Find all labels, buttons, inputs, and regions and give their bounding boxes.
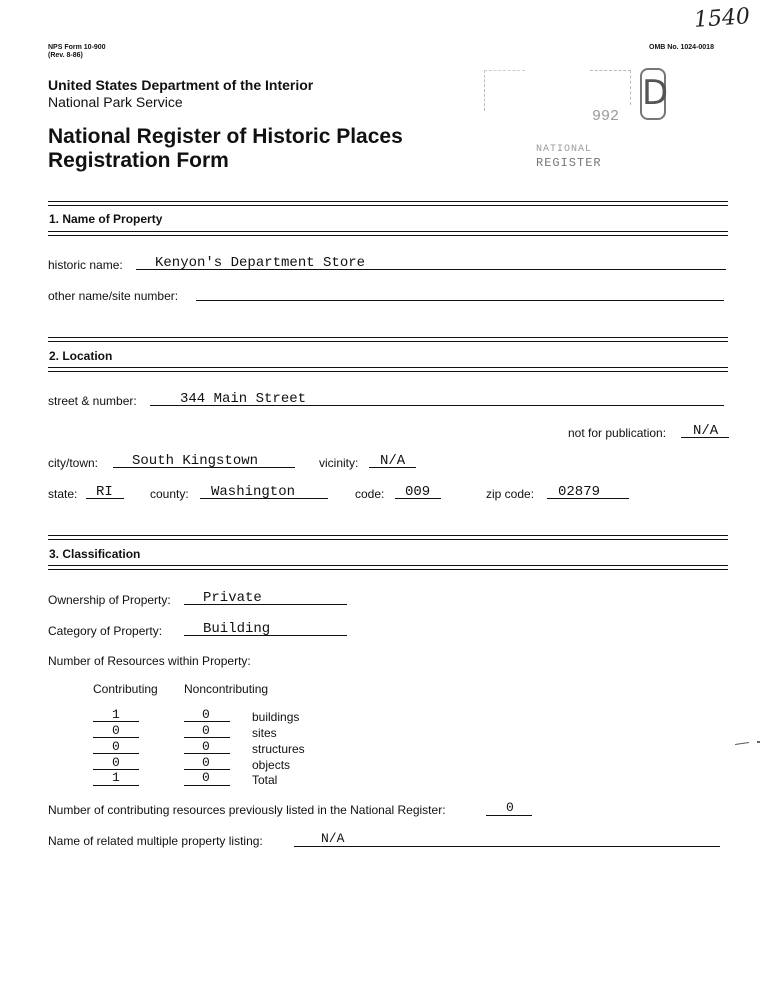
category-value[interactable]: Building [203, 621, 271, 637]
not-for-publication-underline [681, 437, 729, 438]
resource-contributing-underline [93, 737, 139, 738]
service-name: National Park Service [48, 94, 183, 110]
historic-name-underline [136, 269, 726, 270]
stamp-letter-box [640, 68, 669, 120]
street-underline [150, 405, 724, 406]
other-name-underline [196, 300, 724, 301]
omb-number: OMB No. 1024-0018 [649, 44, 714, 51]
section2-heading: 2. Location [49, 349, 113, 363]
resource-contributing[interactable]: 1 [112, 770, 120, 785]
city-value[interactable]: South Kingstown [132, 453, 259, 469]
category-label: Category of Property: [48, 624, 163, 638]
not-for-publication-value[interactable]: N/A [693, 423, 719, 439]
code-value[interactable]: 009 [405, 484, 431, 500]
section3-rule-bottom2 [48, 569, 728, 570]
resources-label: Number of Resources within Property: [48, 654, 251, 668]
received-stamp [478, 66, 668, 176]
scan-mark [735, 742, 749, 745]
resource-noncontributing-underline [184, 737, 230, 738]
department-name: United States Department of the Interior [48, 77, 314, 93]
multiple-listing-underline [294, 846, 720, 847]
resource-noncontributing[interactable]: 0 [202, 770, 210, 785]
state-underline [86, 498, 124, 499]
category-underline [184, 635, 347, 636]
section1-rule-bottom [48, 231, 728, 232]
historic-name-label: historic name: [48, 258, 123, 272]
ownership-label: Ownership of Property: [48, 593, 171, 607]
state-value[interactable]: RI [96, 484, 113, 500]
stamp-border-mid [590, 70, 631, 105]
form-number: NPS Form 10-900 [48, 44, 106, 51]
resource-type: sites [252, 726, 277, 740]
section3-rule-top [48, 535, 728, 536]
vicinity-underline [369, 467, 416, 468]
section2-rule-top [48, 337, 728, 338]
resource-type: objects [252, 758, 291, 772]
code-label: code: [355, 487, 385, 501]
state-label: state: [48, 487, 78, 501]
resource-noncontributing[interactable]: 0 [202, 707, 210, 722]
section1-rule-top [48, 201, 728, 202]
resource-contributing-underline [93, 753, 139, 754]
multiple-listing-label: Name of related multiple property listing: [48, 834, 263, 848]
vicinity-value[interactable]: N/A [380, 453, 406, 469]
ownership-underline [184, 604, 347, 605]
resource-noncontributing[interactable]: 0 [202, 723, 210, 738]
resource-type: structures [252, 742, 305, 756]
section1-rule-top2 [48, 205, 728, 206]
stamp-letter: D [642, 73, 669, 113]
stamp-border-left [484, 70, 525, 111]
street-value[interactable]: 344 Main Street [180, 391, 307, 407]
other-name-label: other name/site number: [48, 289, 179, 303]
ownership-value[interactable]: Private [203, 590, 262, 606]
form-title-line2: Registration Form [48, 149, 229, 172]
section3-heading: 3. Classification [49, 547, 141, 561]
resource-contributing-underline [93, 785, 139, 786]
col-contributing-header: Contributing [93, 682, 158, 696]
street-label: street & number: [48, 394, 137, 408]
previously-listed-value[interactable]: 0 [506, 800, 514, 815]
section2-rule-bottom [48, 367, 728, 368]
resource-contributing[interactable]: 0 [112, 739, 120, 754]
section1-heading: 1. Name of Property [49, 212, 163, 226]
scan-mark-dot [757, 741, 760, 743]
form-title [48, 125, 403, 173]
stamp-line1: NATIONAL [536, 144, 593, 155]
section2-rule-bottom2 [48, 371, 728, 372]
vicinity-label: vicinity: [319, 456, 359, 470]
resource-noncontributing[interactable]: 0 [202, 755, 210, 770]
zip-underline [547, 498, 629, 499]
county-label: county: [150, 487, 189, 501]
section3-rule-top2 [48, 539, 728, 540]
county-underline [200, 498, 328, 499]
city-label: city/town: [48, 456, 99, 470]
section2-rule-top2 [48, 341, 728, 342]
historic-name-value[interactable]: Kenyon's Department Store [155, 255, 366, 271]
zip-value[interactable]: 02879 [558, 484, 601, 500]
resource-noncontributing-underline [184, 721, 230, 722]
previously-listed-label: Number of contributing resources previously listed in the National Register: [48, 803, 446, 817]
form-revision: (Rev. 8-86) [48, 52, 83, 59]
previously-listed-underline [486, 815, 532, 816]
handwritten-number: 1540 [693, 4, 751, 33]
zip-label: zip code: [486, 487, 535, 501]
resource-noncontributing-underline [184, 785, 230, 786]
resource-contributing[interactable]: 0 [112, 755, 120, 770]
resource-type: Total [252, 773, 278, 787]
code-underline [395, 498, 441, 499]
county-value[interactable]: Washington [211, 484, 296, 500]
not-for-publication-label: not for publication: [568, 426, 667, 440]
stamp-line2: REGISTER [536, 156, 602, 170]
multiple-listing-value[interactable]: N/A [321, 831, 345, 846]
form-title-line1: National Register of Historic Places [48, 125, 403, 148]
city-underline [113, 467, 295, 468]
resource-contributing-underline [93, 721, 139, 722]
resource-noncontributing[interactable]: 0 [202, 739, 210, 754]
resource-contributing[interactable]: 0 [112, 723, 120, 738]
resource-type: buildings [252, 710, 300, 724]
section3-rule-bottom [48, 565, 728, 566]
stamp-year: 992 [592, 108, 620, 125]
resource-contributing[interactable]: 1 [112, 707, 120, 722]
section1-rule-bottom2 [48, 235, 728, 236]
col-noncontributing-header: Noncontributing [184, 682, 269, 696]
resource-noncontributing-underline [184, 753, 230, 754]
